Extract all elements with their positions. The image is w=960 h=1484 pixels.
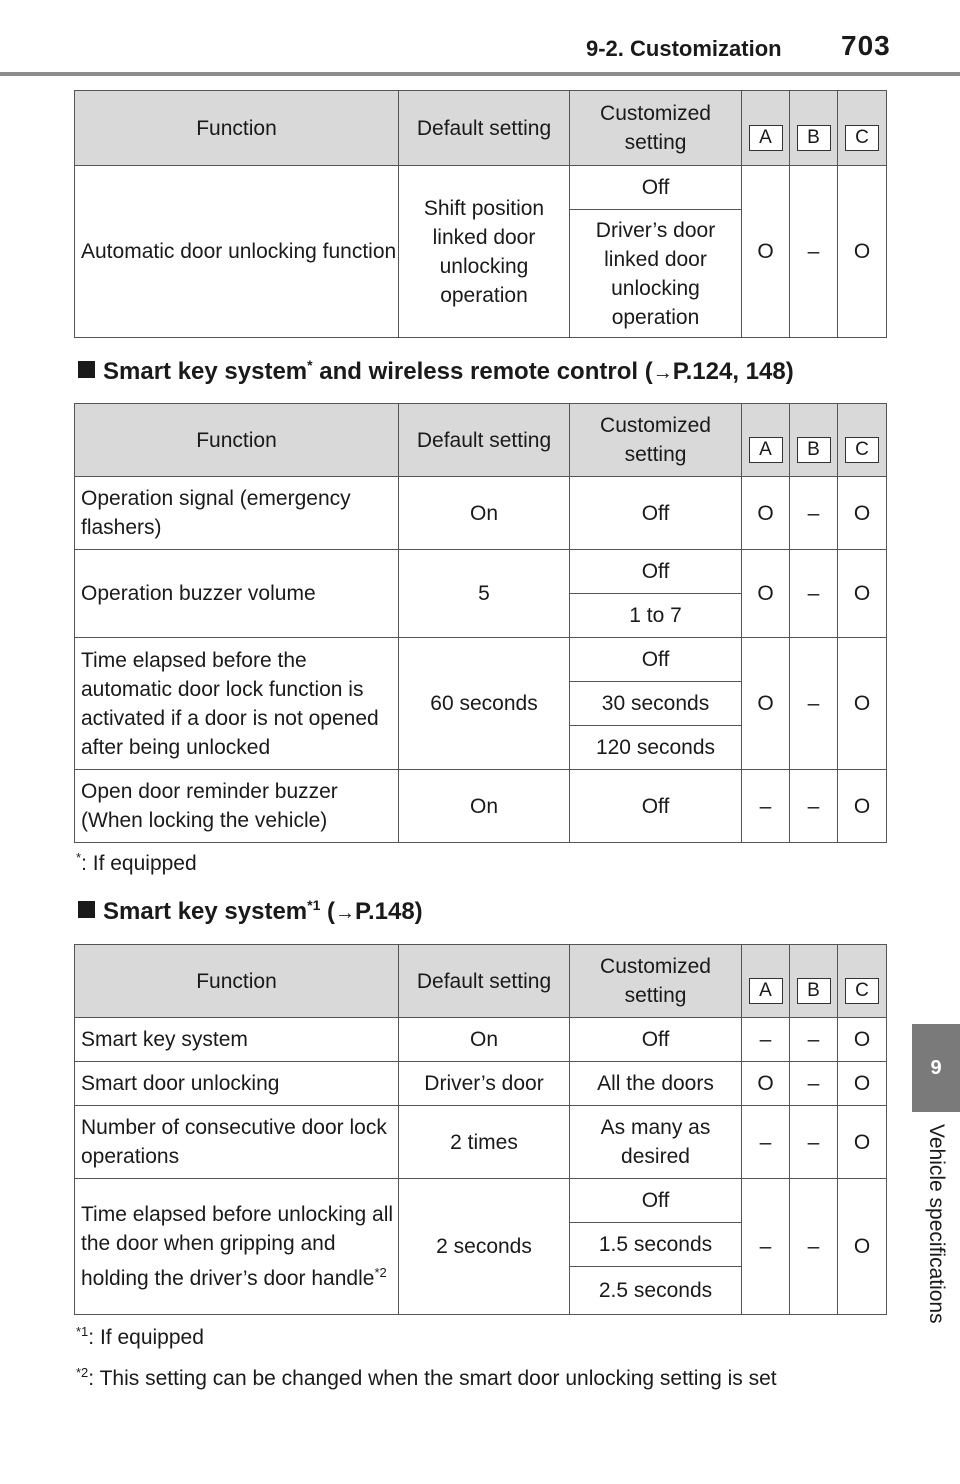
table-row xyxy=(75,1106,887,1179)
table-row xyxy=(75,1062,887,1106)
default-cell: Driver’s door xyxy=(399,1062,570,1106)
function-cell: Number of consecutive door lock operations xyxy=(75,1106,399,1179)
footnote: *: If equipped xyxy=(76,850,197,875)
function-cell: Time elapsed before unlocking all the door when gripping and holding the driver’s door handle$^{*2}$ xyxy=(75,1179,399,1315)
c-cell: O xyxy=(838,1179,887,1315)
option-cell: Off xyxy=(570,550,742,594)
column-default: Default setting xyxy=(399,945,570,1018)
option-cell: Off xyxy=(570,638,742,682)
section-heading: Smart key system* and wireless remote control (→P.124, 148) xyxy=(78,357,794,386)
column-b: B xyxy=(797,978,831,1004)
a-cell: O xyxy=(742,166,790,338)
column-function: Function xyxy=(75,404,399,477)
option-cell: 30 seconds xyxy=(570,682,742,726)
column-customized: Customized setting xyxy=(570,945,742,1018)
b-cell: – xyxy=(790,770,838,843)
page-header xyxy=(0,0,960,78)
automatic-unlock-table xyxy=(74,90,887,338)
option-cell: Off xyxy=(570,477,742,550)
column-a: A xyxy=(749,125,783,151)
default-cell: 5 xyxy=(399,550,570,638)
option-cell: 1 to 7 xyxy=(570,594,742,638)
b-cell: – xyxy=(790,1062,838,1106)
function-cell: Automatic door unlocking function xyxy=(75,166,399,338)
default-cell: 2 times xyxy=(399,1106,570,1179)
footnote: $^{*1}$: If equipped xyxy=(76,1324,204,1349)
c-cell: O xyxy=(838,1018,887,1062)
c-cell: O xyxy=(838,477,887,550)
page-number: 703 xyxy=(841,30,891,61)
default-cell: On xyxy=(399,477,570,550)
table-row xyxy=(75,1179,887,1223)
default-cell: 2 seconds xyxy=(399,1179,570,1315)
a-cell: – xyxy=(742,1106,790,1179)
header-divider xyxy=(0,72,960,76)
table-row xyxy=(75,477,887,550)
b-cell: – xyxy=(790,166,838,338)
column-c: C xyxy=(845,437,879,463)
table-header-row xyxy=(75,91,887,166)
option-cell: Off xyxy=(570,1179,742,1223)
c-cell: O xyxy=(838,638,887,770)
section-title: 9-2. Customization xyxy=(586,36,782,61)
a-cell: – xyxy=(742,1179,790,1315)
b-cell: – xyxy=(790,477,838,550)
page-reference-link[interactable]: P.124, 148) xyxy=(672,358,794,385)
column-b: B xyxy=(797,125,831,151)
column-function: Function xyxy=(75,91,399,166)
smart-key-system-table xyxy=(74,944,887,1315)
arrow-right-icon: → xyxy=(652,362,673,384)
option-cell: Off xyxy=(570,166,742,210)
b-cell: – xyxy=(790,1106,838,1179)
b-cell: – xyxy=(790,638,838,770)
a-cell: – xyxy=(742,770,790,843)
column-a: A xyxy=(749,978,783,1004)
table-header-row xyxy=(75,404,887,477)
chapter-tab[interactable]: 9 xyxy=(912,1024,960,1112)
table-header-row xyxy=(75,945,887,1018)
column-default: Default setting xyxy=(399,404,570,477)
option-cell: 2.5 seconds xyxy=(570,1267,742,1315)
default-cell: On xyxy=(399,1018,570,1062)
option-cell: All the doors xyxy=(570,1062,742,1106)
b-cell: – xyxy=(790,1018,838,1062)
chapter-label: Vehicle specifications xyxy=(925,1124,948,1324)
function-cell: Operation signal (emergency flashers) xyxy=(75,477,399,550)
table-row xyxy=(75,550,887,594)
option-cell: Off xyxy=(570,770,742,843)
function-cell: Time elapsed before the automatic door lock function is activated if a door is not opened after being unlocked xyxy=(75,638,399,770)
a-cell: O xyxy=(742,550,790,638)
default-cell: On xyxy=(399,770,570,843)
default-cell: 60 seconds xyxy=(399,638,570,770)
arrow-right-icon: → xyxy=(335,902,356,924)
function-cell: Operation buzzer volume xyxy=(75,550,399,638)
column-customized: Customized setting xyxy=(570,91,742,166)
function-cell: Open door reminder buzzer (When locking the vehicle) xyxy=(75,770,399,843)
a-cell: O xyxy=(742,1062,790,1106)
c-cell: O xyxy=(838,1062,887,1106)
option-cell: 1.5 seconds xyxy=(570,1223,742,1267)
b-cell: – xyxy=(790,550,838,638)
c-cell: O xyxy=(838,770,887,843)
column-customized: Customized setting xyxy=(570,404,742,477)
table-row xyxy=(75,1018,887,1062)
option-cell: 120 seconds xyxy=(570,726,742,770)
a-cell: O xyxy=(742,477,790,550)
option-cell: Driver’s door linked door unlocking operation xyxy=(570,210,742,338)
c-cell: O xyxy=(838,550,887,638)
column-b: B xyxy=(797,437,831,463)
function-cell: Smart door unlocking xyxy=(75,1062,399,1106)
table-row xyxy=(75,166,887,210)
c-cell: O xyxy=(838,1106,887,1179)
option-cell: As many as desired xyxy=(570,1106,742,1179)
column-c: C xyxy=(845,978,879,1004)
table-row xyxy=(75,638,887,682)
column-function: Function xyxy=(75,945,399,1018)
b-cell: – xyxy=(790,1179,838,1315)
column-c: C xyxy=(845,125,879,151)
table-row xyxy=(75,770,887,843)
option-cell: Off xyxy=(570,1018,742,1062)
bullet-square-icon xyxy=(78,361,95,378)
footnote: $^{*2}$: This setting can be changed when the smart door unlocking setting is set xyxy=(76,1365,777,1390)
page-reference-link[interactable]: P.148) xyxy=(355,898,423,925)
column-default: Default setting xyxy=(399,91,570,166)
section-heading: Smart key system$^{*1}$ (→P.148) xyxy=(78,897,423,926)
a-cell: – xyxy=(742,1018,790,1062)
function-cell: Smart key system xyxy=(75,1018,399,1062)
c-cell: O xyxy=(838,166,887,338)
column-a: A xyxy=(749,437,783,463)
bullet-square-icon xyxy=(78,901,95,918)
default-cell: Shift position linked door unlocking operation xyxy=(399,166,570,338)
a-cell: O xyxy=(742,638,790,770)
smart-key-remote-table xyxy=(74,403,887,843)
